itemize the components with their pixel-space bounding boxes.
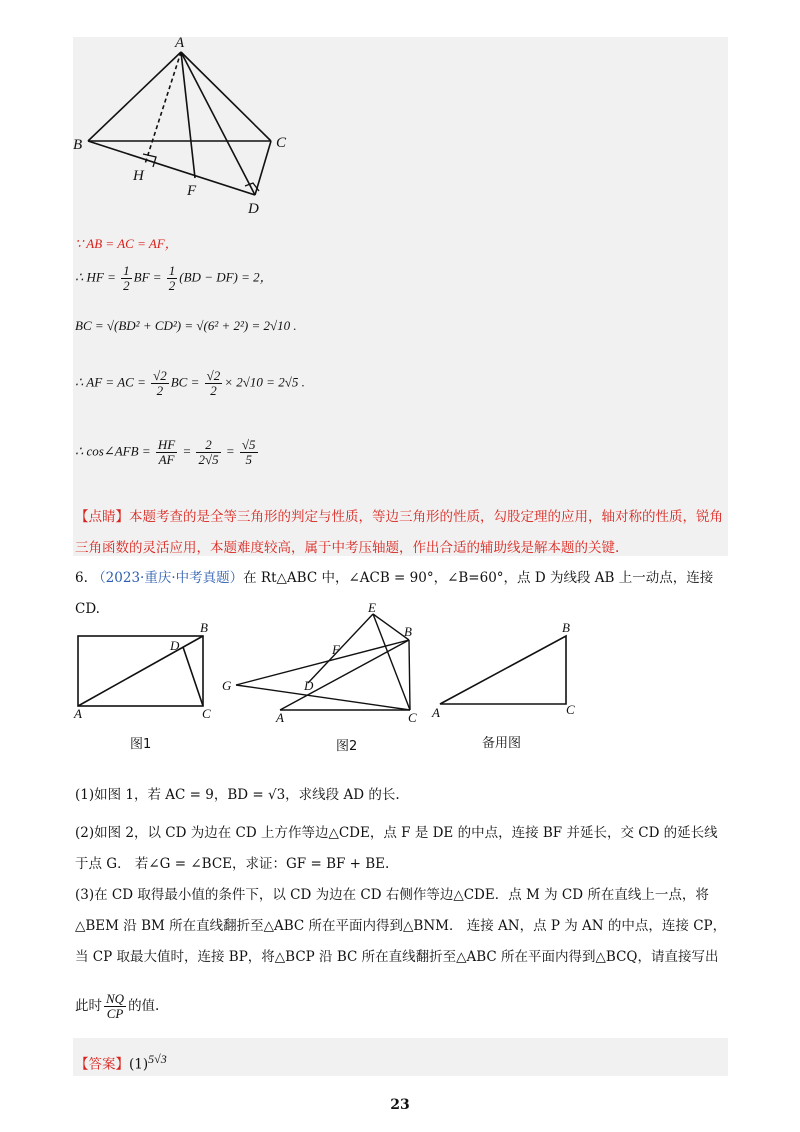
label-f: F	[187, 183, 197, 199]
fig1-label-d: D	[170, 638, 180, 653]
fig2-segment-gb	[236, 640, 409, 685]
figure-2	[218, 600, 428, 725]
fig3-label-c: C	[566, 702, 575, 717]
fig1-label-a: A	[74, 706, 82, 720]
fig2-label-a: A	[276, 710, 284, 725]
solution-line-1	[75, 233, 178, 252]
problem-part-3: (3)在 CD 取得最小值的条件下，以 CD 为边在 CD 右侧作等边△CDE．点 M 为 CD 所在直线上一点，将△BEM 沿 BM 所在直线翻折至△ABC 所在平面内得到△BNM． 连接 AN，点 P 为 AN 的中点，连接 CP，当 CP 取最大值时，连接 BP，将△BCP 沿 BC 所在直线翻折至△ABC 所在平面内得到△BCQ，请直接写出	[75, 887, 727, 965]
fig1-label-c: C	[202, 706, 211, 720]
label-d: D	[248, 201, 259, 217]
page-number: 23	[390, 1097, 410, 1113]
fig2-label-b: B	[404, 624, 412, 639]
solution-line-5: ∴ cos∠AFB = $\frac{HF}{AF}$ = $\frac{2}{2√5}$ = $\frac{√5}{5}$	[75, 437, 256, 467]
answer-block	[73, 1038, 728, 1076]
figure-1	[70, 620, 220, 720]
answer-text: (1)	[129, 1056, 149, 1073]
fraction-root5-over-5: $\frac{√5}{5}$	[241, 437, 256, 467]
fig3-label-a: A	[432, 705, 440, 720]
answer-tag: 【答案】	[75, 1056, 129, 1073]
figure-3	[430, 620, 590, 720]
fig2-segment-de	[308, 614, 373, 683]
fraction-root2-over-2-a: $\frac{√2}{2}$	[153, 368, 167, 398]
fig1-segment-cd	[183, 647, 203, 706]
fig1-caption: 图1	[130, 737, 152, 752]
fig3-label-b: B	[562, 620, 570, 635]
segment-af	[181, 52, 195, 178]
fig2-segment-bc	[409, 640, 410, 710]
problem-stem-text: 在 Rt△ABC 中，∠ACB = 90°，∠B=60°，点 D 为线段 AB 上一动点，连接 CD.	[75, 570, 714, 617]
problem-part-1: (1)如图 1，若 AC = 9，BD = √3，求线段 AD 的长.	[75, 787, 400, 803]
fig2-segment-gc	[236, 685, 410, 710]
solution-line-3: BC = √(BD² + CD²) = √(6² + 2²) = 2√10 .	[75, 318, 297, 333]
fraction-2-over-2root5: $\frac{2}{2√5}$	[198, 437, 219, 467]
problem-part-3-end: 此时 $\frac{NQ}{CP}$ 的值.	[75, 991, 160, 1021]
fig2-label-d: D	[304, 678, 314, 693]
segment-cd	[255, 141, 271, 195]
fig2-segment-ab	[280, 640, 409, 710]
answer-value: 5√3	[148, 1052, 167, 1066]
solution-line-2: ∴ HF = $\frac{1}{2}$ BF = $\frac{1}{2}$ (BD − DF) = 2，	[75, 263, 273, 293]
fraction-hf-af: $\frac{HF}{AF}$	[157, 437, 176, 467]
label-b: B	[73, 137, 83, 153]
fig1-label-b: B	[200, 620, 208, 635]
fraction-root2-over-2-b: $\frac{√2}{2}$	[206, 368, 221, 398]
triangle-figure-top	[73, 37, 303, 217]
fraction-nq-cp: $\frac{NQ}{CP}$	[106, 991, 125, 1021]
comment-tag: 【点睛】	[75, 509, 129, 525]
answer-line	[75, 1052, 167, 1073]
segment-ad	[181, 52, 255, 195]
fig3-triangle	[440, 636, 566, 704]
fig1-diagonal-ab	[78, 636, 203, 706]
comment-text: 本题考查的是全等三角形的判定与性质，等边三角形的性质，勾股定理的应用，轴对称的性质，锐角三角函数的灵活应用，本题难度较高，属于中考压轴题，作出合适的辅助线是解本题的关键.	[75, 509, 723, 556]
fig2-label-e: E	[368, 600, 376, 615]
fraction-half-2: $\frac{1}{2}$	[168, 263, 176, 293]
label-h: H	[133, 168, 144, 184]
segment-ab	[88, 52, 181, 141]
solution-line-1-text: ∵ AB = AC = AF，	[75, 236, 178, 251]
fig2-caption: 图2	[336, 739, 358, 754]
problem-source: （2023·重庆·中考真题）	[92, 570, 244, 586]
fig2-label-g: G	[222, 678, 232, 693]
segment-bd	[88, 141, 255, 195]
label-c: C	[276, 135, 287, 151]
fig3-caption: 备用图	[482, 736, 522, 751]
fig2-label-f: F	[332, 642, 340, 657]
problem-part-2: (2)如图 2，以 CD 为边在 CD 上方作等边△CDE，点 F 是 DE 的中点，连接 BF 并延长，交 CD 的延长线于点 G． 若∠G = ∠BCE，求证：GF = BF + BE.	[75, 825, 718, 872]
solution-line-4: ∴ AF = AC = $\frac{√2}{2}$ BC = $\frac{√2}{2}$ × 2√10 = 2√5 .	[75, 368, 305, 398]
comment-paragraph	[75, 502, 730, 564]
label-a: A	[175, 37, 185, 51]
segment-ac	[181, 52, 271, 141]
fig2-label-c: C	[408, 710, 417, 725]
fraction-half-1: $\frac{1}{2}$	[123, 263, 130, 293]
problem-number: 6.	[75, 570, 88, 586]
